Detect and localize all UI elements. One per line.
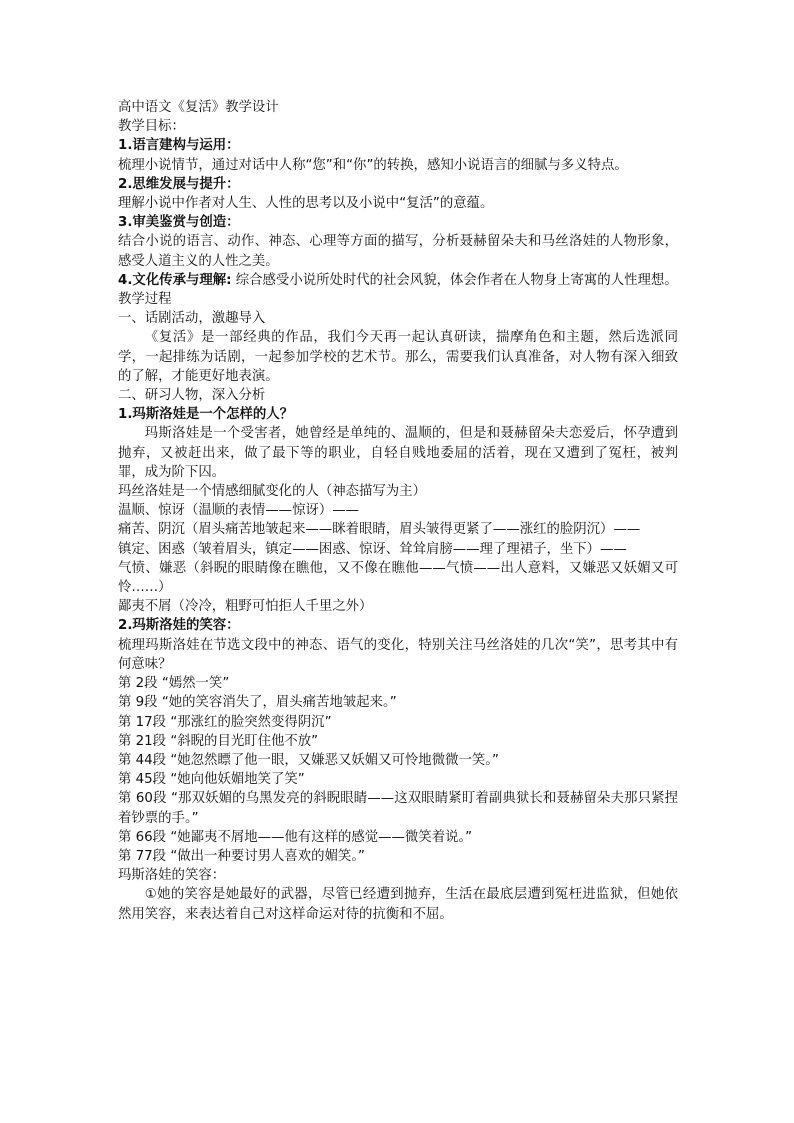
list-item: [118, 828, 678, 847]
para-label: 第 45段: [118, 772, 167, 788]
goal4-text: 综合感受小说所处时代的社会风貌，体会作者在人物身上寄寓的人性理想。: [231, 272, 678, 288]
goal1-text: 梳理小说情节，通过对话中人称“您”和“你”的转换，感知小说语言的细腻与多义特点。: [118, 157, 628, 173]
para-quote: “做出一种要讨男人喜欢的媚笑。”: [170, 848, 365, 864]
document-page: [118, 98, 678, 924]
emotion-line: 温顺、惊讶（温顺的表情——惊讶）——: [118, 503, 360, 519]
goal1-title: 1.语言建构与运用：: [118, 138, 240, 154]
doc-title: 高中语文《复活》教学设计: [118, 100, 279, 115]
para-label: 第 21段: [118, 733, 167, 749]
emotion-intro: 玛丝洛娃是一个情感细腻变化的人（神态描写为主）: [118, 484, 426, 500]
para-label: 第 66段: [118, 829, 167, 845]
goal3-text: 结合小说的语言、动作、神态、心理等方面的描写，分析聂赫留朵夫和马丝洛娃的人物形象，感受人道主义的人性之美。: [118, 234, 678, 269]
para-label: 第 17段: [118, 714, 167, 730]
para-label: 第 9段: [118, 695, 158, 711]
para-quote: “那涨红的脸突然变得阴沉”: [170, 714, 332, 730]
list-item: [118, 674, 678, 693]
section2-heading: 二、研习人物，深入分析: [118, 388, 266, 404]
process-heading: 教学过程: [118, 292, 172, 308]
smile-heading: 玛斯洛娃的笑容：: [118, 868, 226, 884]
para-quote: “那双妖媚的乌黑发亮的斜睨眼睛——这双眼睛紧盯着副典狱长和聂赫留朵夫那只紧捏着钞票的手。”: [118, 791, 678, 826]
list-item: [118, 732, 678, 751]
para-label: 第 2段: [118, 676, 158, 692]
goal2-title: 2.思维发展与提升：: [118, 176, 240, 192]
question2-text: 梳理玛斯洛娃在节选文段中的神态、语气的变化，特别关注马丝洛娃的几次“笑”，思考其中有何意味？: [118, 637, 678, 672]
section1-heading: 一、话剧活动，激趣导入: [118, 311, 266, 327]
goal4-paragraph: [118, 271, 678, 290]
smile-point-1: ①她的笑容是她最好的武器，尽管已经遭到抛弃，生活在最底层遭到冤枉进监狱，但她依然用笑容，来表达着自己对这样命运对待的抗衡和不屈。: [118, 887, 678, 922]
question2-title: 2.玛斯洛娃的笑容：: [118, 618, 240, 634]
section1-text: 《复活》是一部经典的作品，我们今天再一起认真研读，揣摩角色和主题，然后选派同学，一起排练为话剧，一起参加学校的艺术节。那么，需要我们认真准备，对人物有深入细致的了解，才能更好地表演。: [118, 330, 678, 384]
para-label: 第 60段: [118, 791, 167, 807]
goals-heading: 教学目标：: [118, 119, 185, 135]
question1-text: 玛斯洛娃是一个受害者，她曾经是单纯的、温顺的，但是和聂赫留朵夫恋爱后，怀孕遭到抛弃，又被赶出来，做了最下等的职业，自轻自贱地委屈的活着，现在又遭到了冤枉，被判罪，成为阶下囚。: [118, 426, 678, 480]
para-quote: “嫣然一笑”: [161, 676, 230, 692]
list-item: [118, 713, 678, 732]
para-quote: “斜睨的目光盯住他不放”: [170, 733, 319, 749]
emotion-line: 痛苦、阴沉（眉头痛苦地皱起来——眯着眼睛，眉头皱得更紧了——涨红的脸阴沉）——: [118, 522, 641, 538]
list-item: [118, 751, 678, 770]
goal4-title: 4.文化传承与理解:: [118, 272, 232, 288]
emotion-line: 镇定、困惑（皱着眉头，镇定——困惑、惊讶、耸耸肩膀——理了理裙子，坐下）——: [118, 541, 627, 557]
emotion-line: 气愤、嫌恶（斜睨的眼睛像在瞧他，又不像在瞧他——气愤——出人意料，又嫌恶又妖媚又可怜……）: [118, 560, 678, 596]
para-quote: “她鄙夷不屑地——他有这样的感觉——微笑着说。”: [170, 829, 473, 845]
list-item: [118, 847, 678, 866]
list-item: [118, 770, 678, 789]
para-label: 第 77段: [118, 848, 167, 864]
para-label: 第 44段: [118, 752, 167, 768]
list-item: [118, 789, 678, 827]
goal3-title: 3.审美鉴赏与创造：: [118, 215, 240, 231]
emotion-line: 鄙夷不屑（冷冷，粗野可怕拒人千里之外）: [118, 599, 373, 615]
list-item: [118, 693, 678, 712]
goal2-text: 理解小说中作者对人生、人性的思考以及小说中“复活”的意蕴。: [118, 196, 494, 212]
para-quote: “她的笑容消失了，眉头痛苦地皱起来。”: [161, 695, 397, 711]
question1-title: 1.玛斯洛娃是一个怎样的人？: [118, 407, 294, 423]
para-quote: “她忽然瞟了他一眼，又嫌恶又妖媚又可怜地微微一笑。”: [170, 752, 499, 768]
para-quote: “她向他妖媚地笑了笑”: [170, 772, 305, 788]
